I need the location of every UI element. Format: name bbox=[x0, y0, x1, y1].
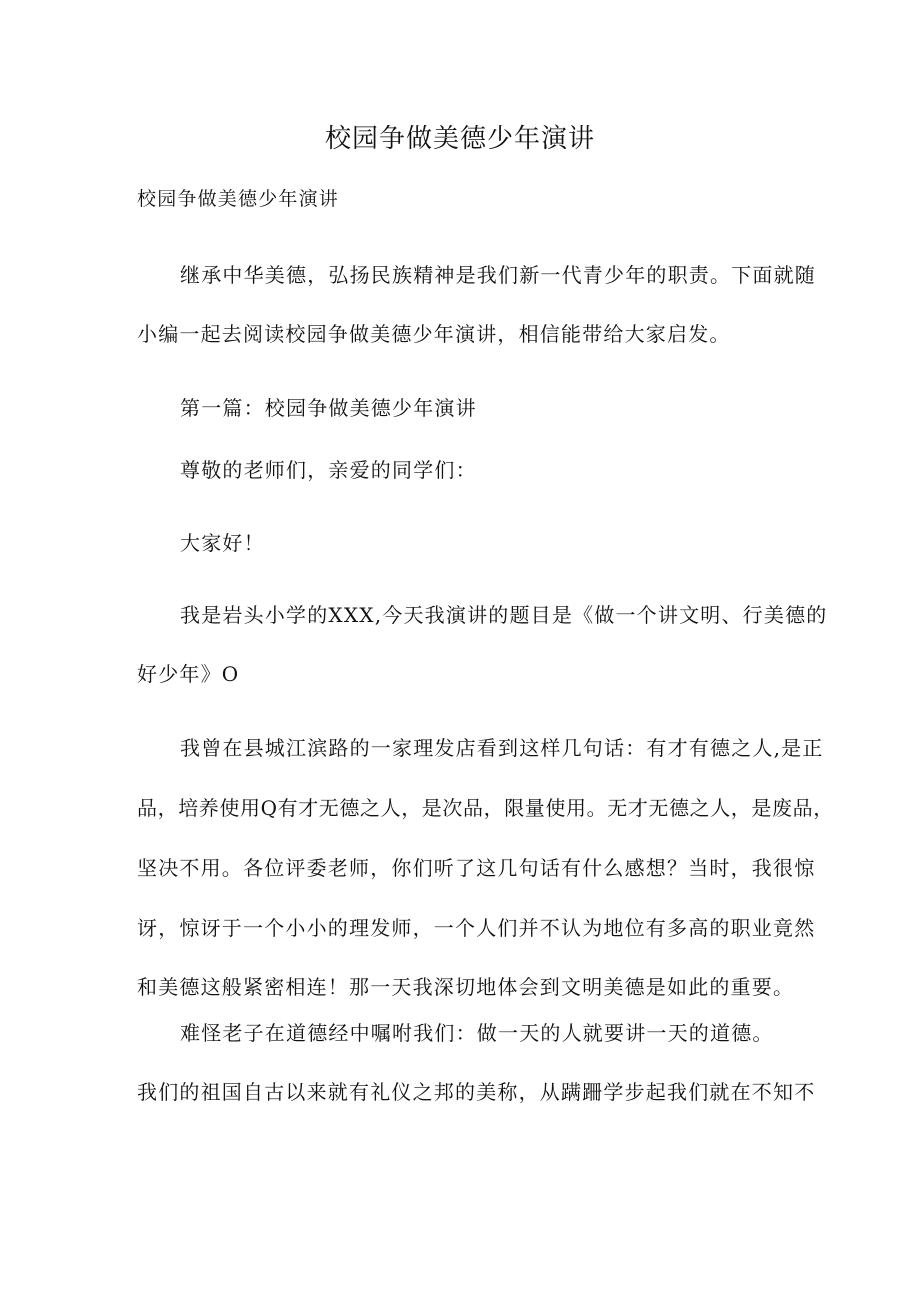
greeting: 大家好！ bbox=[180, 531, 265, 555]
paragraph-1-line-2: 好少年》O bbox=[137, 662, 240, 686]
salutation: 尊敬的老师们，亲爱的同学们： bbox=[180, 458, 477, 482]
paragraph-3: 难怪老子在道德经中嘱咐我们：做一天的人就要讲一天的道德。 bbox=[180, 1021, 774, 1045]
subtitle: 校园争做美德少年演讲 bbox=[137, 188, 340, 210]
paragraph-4: 我们的祖国自古以来就有礼仪之邦的美称，从蹒跚学步起我们就在不知不 bbox=[137, 1080, 816, 1104]
paragraph-2-line-3: 坚决不用。各位评委老师，你们听了这几句话有什么感想？当时，我很惊 bbox=[137, 856, 816, 880]
document-title: 校园争做美德少年演讲 bbox=[324, 124, 595, 154]
intro-line-2: 小编一起去阅读校园争做美德少年演讲，相信能带给大家启发。 bbox=[137, 322, 731, 346]
section-heading: 第一篇：校园争做美德少年演讲 bbox=[180, 396, 477, 420]
paragraph-2-line-5: 和美德这般紧密相连！那一天我深切地体会到文明美德是如此的重要。 bbox=[137, 975, 795, 999]
intro-line-1: 继承中华美德，弘扬民族精神是我们新一代青少年的职责。下面就随 bbox=[180, 263, 816, 287]
paragraph-1-line-1: 我是岩头小学的XXX,今天我演讲的题目是《做一个讲文明、行美德的 bbox=[180, 603, 828, 627]
paragraph-2-line-2: 品，培养使用Q有才无德之人，是次品，限量使用。无才无德之人，是废品， bbox=[137, 796, 834, 820]
paragraph-2-line-1: 我曾在县城江滨路的一家理发店看到这样几句话：有才有德之人,是正 bbox=[180, 736, 824, 760]
paragraph-2-line-4: 讶，惊讶于一个小小的理发师，一个人们并不认为地位有多高的职业竟然 bbox=[137, 916, 816, 940]
